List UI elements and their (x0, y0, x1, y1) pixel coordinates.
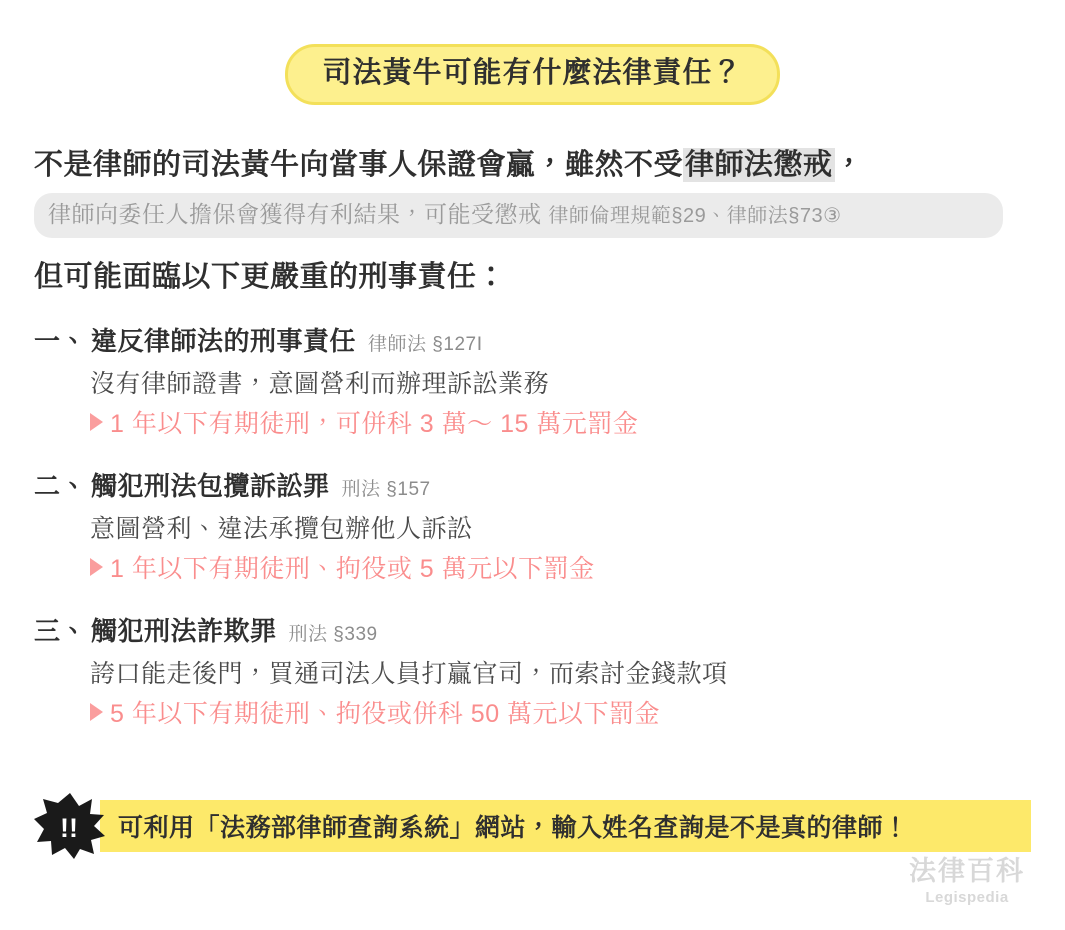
list-item-penalty-text: 1 年以下有期徒刑，可併科 3 萬～ 15 萬元罰金 (110, 410, 639, 439)
list-item-number: 二、 (34, 471, 88, 502)
triangle-bullet-icon (90, 413, 103, 431)
list-item-heading (34, 321, 1031, 358)
list-item-description: 誇口能走後門，買通司法人員打贏官司，而索討金錢款項 (90, 660, 728, 689)
list-item-number: 一、 (34, 326, 88, 357)
list-item-penalty (90, 694, 1031, 730)
list-item-number: 三、 (34, 616, 88, 647)
list-item-citation: 刑法 §157 (341, 479, 431, 501)
triangle-bullet-icon (90, 703, 103, 721)
grey-note-text: 律師向委任人擔保會獲得有利結果，可能受懲戒 (48, 201, 542, 228)
responsibility-list (34, 321, 1031, 730)
list-item-title: 違反律師法的刑事責任 (91, 326, 357, 357)
page-title: 司法黃牛可能有什麼法律責任？ (285, 44, 779, 105)
grey-note-citation: 律師倫理規範§29、律師法§73③ (548, 205, 842, 228)
list-item-penalty-text: 1 年以下有期徒刑、拘役或 5 萬元以下罰金 (110, 555, 595, 584)
list-item-heading (34, 611, 1031, 648)
list-item-heading (34, 466, 1031, 503)
list-item-penalty (90, 404, 1031, 440)
list-item-title: 觸犯刑法包攬訴訟罪 (91, 471, 330, 502)
list-item-penalty-text: 5 年以下有期徒刑、拘役或併科 50 萬元以下罰金 (110, 700, 661, 729)
footer-banner-text: 可利用「法務部律師查詢系統」網站，輸入姓名查詢是不是真的律師！ (100, 800, 1031, 852)
watermark (909, 857, 1025, 906)
list-item (34, 466, 1031, 585)
list-item-description: 意圖營利、違法承攬包辦他人訴訟 (90, 515, 473, 544)
list-item-penalty (90, 549, 1031, 585)
list-item (34, 321, 1031, 440)
lead-paragraph-2: 但可能面臨以下更嚴重的刑事責任： (34, 261, 507, 294)
grey-note (34, 193, 1003, 238)
burst-label: !! (60, 813, 78, 843)
list-item-description: 沒有律師證書，意圖營利而辦理訴訟業務 (90, 370, 550, 399)
title-section (34, 0, 1031, 105)
lead-paragraph (34, 147, 1031, 183)
exclamation-burst-icon (34, 793, 106, 859)
footer-banner (34, 800, 1031, 852)
lead-text-part3: ， (834, 148, 865, 181)
watermark-subtitle: Legispedia (925, 889, 1009, 906)
list-item-citation: 刑法 §339 (288, 624, 378, 646)
list-item-citation: 律師法 §127Ⅰ (368, 334, 483, 356)
lead-text-highlight: 律師法懲戒 (685, 148, 833, 181)
triangle-bullet-icon (90, 558, 103, 576)
list-item-title: 觸犯刑法詐欺罪 (91, 616, 277, 647)
list-item (34, 611, 1031, 730)
lead-text-part1: 不是律師的司法黃牛向當事人保證會贏，雖然不受 (34, 148, 684, 181)
watermark-title: 法律百科 (909, 856, 1025, 887)
